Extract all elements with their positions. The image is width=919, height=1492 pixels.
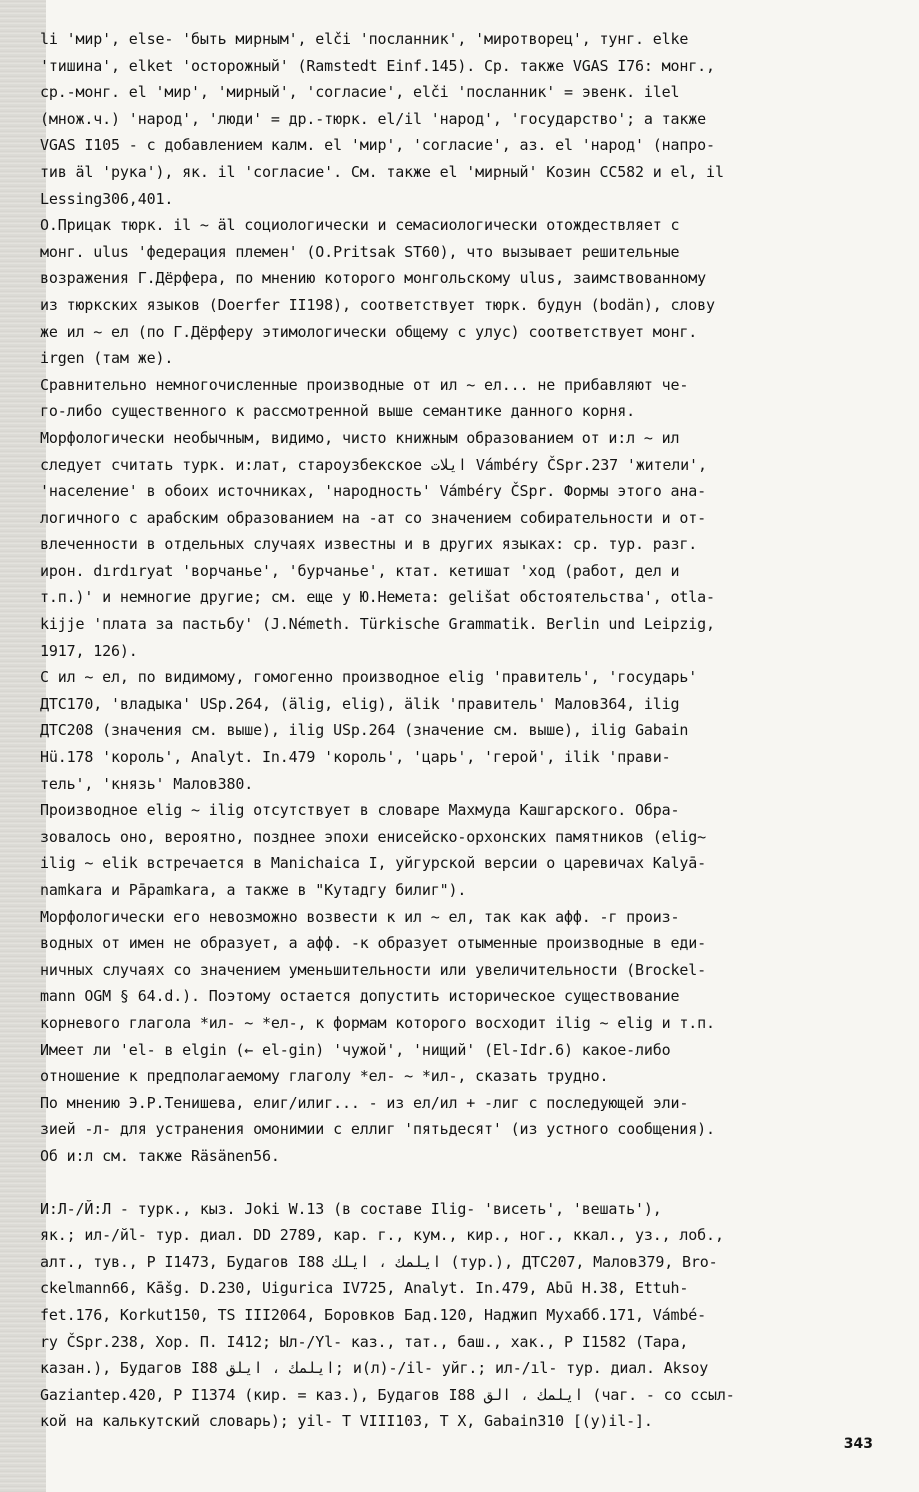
text-line: Hü.178 'король', Analyt. In.479 'король', 'царь', 'герой', ilik 'прави- bbox=[40, 748, 671, 767]
text-line: (множ.ч.) 'народ', 'люди' = др.-тюрк. el/il 'народ', 'государство'; а также bbox=[40, 109, 707, 128]
text-line: зовалось оно, вероятно, позднее эпохи енисейско-орхонских памятников (elig~ bbox=[40, 827, 707, 846]
text-line: Lessing306,401. bbox=[40, 189, 174, 208]
text-line: kijje 'плата за пастьбу' (J.Németh. Türkische Grammatik. Berlin und Leipzig, bbox=[40, 615, 715, 634]
text-line: водных от имен не образует, а афф. -к образует отыменные производные в еди- bbox=[40, 934, 707, 953]
text-line: возражения Г.Дёрфера, по мнению которого монгольскому ulus, заимствованному bbox=[40, 269, 707, 288]
text-line: VGAS I105 - с добавлением калм. el 'мир', 'согласие', аз. el 'народ' (напро- bbox=[40, 136, 715, 155]
paragraph-2 bbox=[40, 212, 890, 372]
text-line: же ил ~ ел (по Г.Дёрферу этимологически общему с улус) соответствует монг. bbox=[40, 322, 698, 341]
text-line: казан.), Будагов I88 ﺍﻳﻠﻤﻚ ، ﺍﻳﻠﻖ; и(л)-/il- уйг.; ил-/ıl- тур. диал. Aksoy bbox=[40, 1359, 709, 1378]
text-line: ДТС170, 'владыка' USp.264, (älig, elig), älik 'правитель' Малов364, ilig bbox=[40, 694, 680, 713]
text-line: ilig ~ elik встречается в Manichaica I, уйгурской версии о царевичах Kalyā- bbox=[40, 854, 707, 873]
text-line: Об и:л см. также Räsänen56. bbox=[40, 1146, 280, 1165]
text-line: т.п.)' и немногие другие; см. еще у Ю.Немета: gelišat обстоятельства', otla- bbox=[40, 588, 715, 607]
text-line: 'население' в обоих источниках, 'народность' Vámbéry ČSpr. Формы этого ана- bbox=[40, 482, 707, 501]
page-number: 343 bbox=[843, 1436, 873, 1452]
text-line: 1917, 126). bbox=[40, 641, 138, 660]
text-line: Имеет ли 'el- в elgin (← el-gin) 'чужой', 'нищий' (El-Idr.6) какое-либо bbox=[40, 1040, 671, 1059]
paragraph-7 bbox=[40, 904, 890, 1090]
paragraph-1 bbox=[40, 26, 890, 212]
text-line: кой на калькутский словарь); yil- Т VIII103, Т X, Gabain310 [(y)il-]. bbox=[40, 1412, 653, 1431]
paragraph-9 bbox=[40, 1143, 890, 1170]
text-line: тив äl 'рука'), як. il 'согласие'. См. также el 'мирный' Козин СС582 и el, il bbox=[40, 162, 724, 181]
paragraph-4 bbox=[40, 425, 890, 664]
text-line: тель', 'князь' Малов380. bbox=[40, 774, 254, 793]
text-line: По мнению Э.Р.Тенишева, елиг/илиг... - из ел/ил + -лиг с последующей эли- bbox=[40, 1093, 689, 1112]
text-line: ry ČSpr.238, Хор. П. I412; Ыл-/Yl- каз., тат., баш., хак., Р I1582 (Тара, bbox=[40, 1332, 689, 1351]
paragraph-8 bbox=[40, 1090, 890, 1143]
text-line: ДТС208 (значения см. выше), ilig USp.264 (значение см. выше), ilig Gabain bbox=[40, 721, 689, 740]
text-line: як.; ил-/йl- тур. диал. DD 2789, кар. г., кум., кир., ног., ккал., уз., лоб., bbox=[40, 1226, 724, 1245]
text-line: алт., тув., Р I1473, Будагов I88 ﺍﻳﻠﻤﻚ ، ﺍﻳﻠﻚ (тур.), ДТС207, Малов379, Bro- bbox=[40, 1252, 718, 1271]
text-line: Производное elig ~ ilig отсутствует в словаре Махмуда Кашгарского. Обра- bbox=[40, 801, 680, 820]
text-line: Сравнительно немногочисленные производные от ил ~ ел... не прибавляют че- bbox=[40, 375, 689, 394]
paragraph-5 bbox=[40, 664, 890, 797]
text-line: влеченности в отдельных случаях известны и в других языках: ср. тур. разг. bbox=[40, 535, 698, 554]
text-line: Морфологически его невозможно возвести к ил ~ ел, так как афф. -г произ- bbox=[40, 907, 680, 926]
text-line: ckelmann66, Kāšg. D.230, Uigurica IV725, Analyt. In.479, Abū H.38, Ettuh- bbox=[40, 1279, 689, 1298]
text-line: отношение к предполагаемому глаголу *ел- ~ *ил-, сказать трудно. bbox=[40, 1067, 609, 1086]
text-line: зией -л- для устранения омонимии с еллиг 'пятьдесят' (из устного сообщения). bbox=[40, 1120, 715, 1139]
paragraph-6 bbox=[40, 797, 890, 903]
text-line: го-либо существенного к рассмотренной выше семантике данного корня. bbox=[40, 402, 636, 421]
text-line: О.Прицак тюрк. il ~ äl социологически и семасиологически отождествляет с bbox=[40, 216, 680, 235]
text-line: ничных случаях со значением уменьшительности или увеличительности (Brockel- bbox=[40, 960, 707, 979]
text-line: Морфологически необычным, видимо, чисто книжным образованием от и:л ~ ил bbox=[40, 428, 680, 447]
text-line: ирон. dırdıryat 'ворчанье', 'бурчанье', ктат. кетишат 'ход (работ, дел и bbox=[40, 561, 680, 580]
text-line: И:Л-/Й:Л - турк., кыз. Joki W.13 (в составе Ilig- 'висеть', 'вешать'), bbox=[40, 1199, 662, 1218]
text-line: irgen (там же). bbox=[40, 349, 174, 368]
text-line: fet.176, Korkut150, TS III2064, Боровков Бад.120, Наджип Мухабб.171, Vámbé- bbox=[40, 1305, 707, 1324]
text-line: namkara и Pāpamkara, а также в "Кутадгу билиг"). bbox=[40, 881, 467, 899]
text-line: корневого глагола *ил- ~ *ел-, к формам которого восходит ilig ~ elig и т.п. bbox=[40, 1013, 715, 1032]
text-line: mann OGM § 64.d.). Поэтому остается допустить историческое существование bbox=[40, 987, 680, 1006]
dictionary-entry bbox=[40, 1196, 890, 1435]
paragraph-3 bbox=[40, 372, 890, 425]
text-line: следует считать турк. и:лат, староузбекское ﺍﻳﻼﺕ Vámbéry ČSpr.237 'жители', bbox=[40, 455, 707, 474]
text-line: логичного с арабским образованием на -ат со значением собирательности и от- bbox=[40, 508, 707, 527]
text-line: С ил ~ ел, по видимому, гомогенно производное elig 'правитель', 'государь' bbox=[40, 668, 698, 687]
section-gap bbox=[40, 1170, 890, 1196]
text-line: монг. ulus 'федерация племен' (O.Pritsak ST60), что вызывает решительные bbox=[40, 242, 680, 261]
page-text bbox=[40, 26, 890, 1446]
text-line: из тюркских языков (Doerfer II198), соответствует тюрк. будун (bodän), слову bbox=[40, 295, 715, 314]
text-line: ср.-монг. el 'мир', 'мирный', 'согласие', elči 'посланник' = эвенк. ilel bbox=[40, 83, 680, 102]
text-line: Gaziantep.420, Р I1374 (кир. = каз.), Будагов I88 ﺍﻳﻠﻤﻚ ، ﺍﻟﻖ (чаг. - со ссыл- bbox=[40, 1385, 735, 1404]
text-line: 'тишина', elket 'осторожный' (Ramstedt Einf.145). Ср. также VGAS I76: монг., bbox=[40, 56, 715, 75]
text-line: li 'мир', else- 'быть мирным', elči 'посланник', 'миротворец', тунг. elke bbox=[40, 30, 689, 48]
